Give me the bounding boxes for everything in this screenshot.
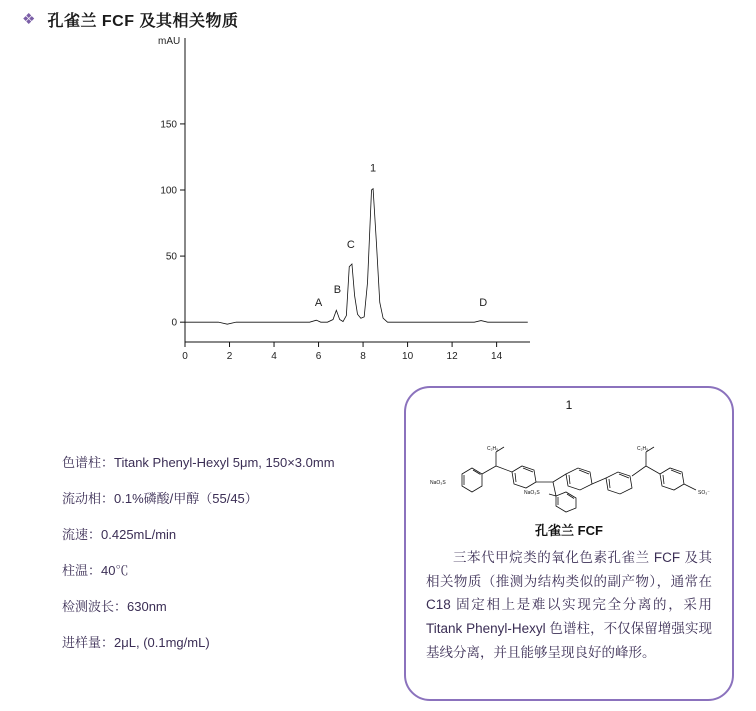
chemical-structure-diagram <box>416 416 726 516</box>
svg-text:2: 2 <box>226 351 233 362</box>
compound-name: 孔雀兰 FCF <box>535 523 603 538</box>
peak-annotations <box>315 162 487 309</box>
peak-label: B <box>333 284 342 297</box>
svg-text:12: 12 <box>446 351 458 362</box>
condition-key: 色谱柱： <box>62 455 115 470</box>
svg-text:8: 8 <box>360 351 366 362</box>
x-axis-ticks <box>182 342 502 362</box>
svg-text:100: 100 <box>160 185 177 197</box>
y-axis-ticks <box>160 119 185 328</box>
svg-text:0: 0 <box>171 317 177 329</box>
structure-label: SO₃⁻ <box>698 490 710 496</box>
condition-key: 柱温： <box>62 563 102 578</box>
chromatogram-chart <box>130 30 550 380</box>
svg-text:10: 10 <box>402 351 414 362</box>
condition-row <box>62 524 422 543</box>
page-title-text: 孔雀兰 FCF 及其相关物质 <box>47 13 239 30</box>
condition-key: 进样量： <box>62 635 115 650</box>
chromatogram-trace <box>185 189 528 324</box>
page-title <box>22 8 238 31</box>
svg-text:14: 14 <box>491 351 503 362</box>
svg-text:0: 0 <box>182 351 188 362</box>
condition-row <box>62 452 422 471</box>
condition-value: 2μL, (0.1mg/mL) <box>114 635 210 650</box>
svg-text:4: 4 <box>271 351 277 362</box>
y-axis-label: mAU <box>158 36 181 47</box>
peak-label: A <box>314 297 323 310</box>
condition-key: 流速： <box>62 527 102 542</box>
condition-row <box>62 632 422 651</box>
condition-key: 流动相： <box>62 491 115 506</box>
svg-text:50: 50 <box>165 251 177 263</box>
condition-value: 0.1%磷酸/甲醇（55/45） <box>114 491 258 506</box>
method-conditions-list <box>62 452 422 668</box>
svg-text:150: 150 <box>160 119 177 131</box>
peak-label: 1 <box>370 162 377 175</box>
structure-label: NaO₃S <box>430 480 446 486</box>
peak-label: D <box>479 297 488 310</box>
condition-key: 检测波长： <box>62 599 128 614</box>
structure-label: C₂H₅ <box>637 446 649 452</box>
structure-label: C₂H₅ <box>487 446 499 452</box>
condition-value: 0.425mL/min <box>101 527 177 542</box>
diamond-bullet-icon: ❖ <box>22 11 36 28</box>
panel-description: 三苯代甲烷类的氧化色素孔雀兰 FCF 及其相关物质（推测为结构类似的副产物），通常在 C18 固定相上是难以实现完全分离的，采用 Titank Phenyl-Hexyl 色谱柱，不仅保留增强实现基线分离，并且能够呈现良好的峰形。 <box>426 550 712 660</box>
peak-label: C <box>346 239 355 252</box>
condition-row <box>62 488 422 507</box>
condition-value: 630nm <box>127 599 167 614</box>
structure-label: NaO₃S <box>524 490 540 496</box>
condition-row <box>62 560 422 579</box>
condition-value: 40℃ <box>101 563 129 578</box>
panel-peak-number: 1 <box>565 398 573 412</box>
svg-text:6: 6 <box>315 351 322 362</box>
condition-row <box>62 596 422 615</box>
condition-value: Titank Phenyl-Hexyl 5μm, 150×3.0mm <box>114 455 335 470</box>
compound-info-panel <box>404 386 734 701</box>
